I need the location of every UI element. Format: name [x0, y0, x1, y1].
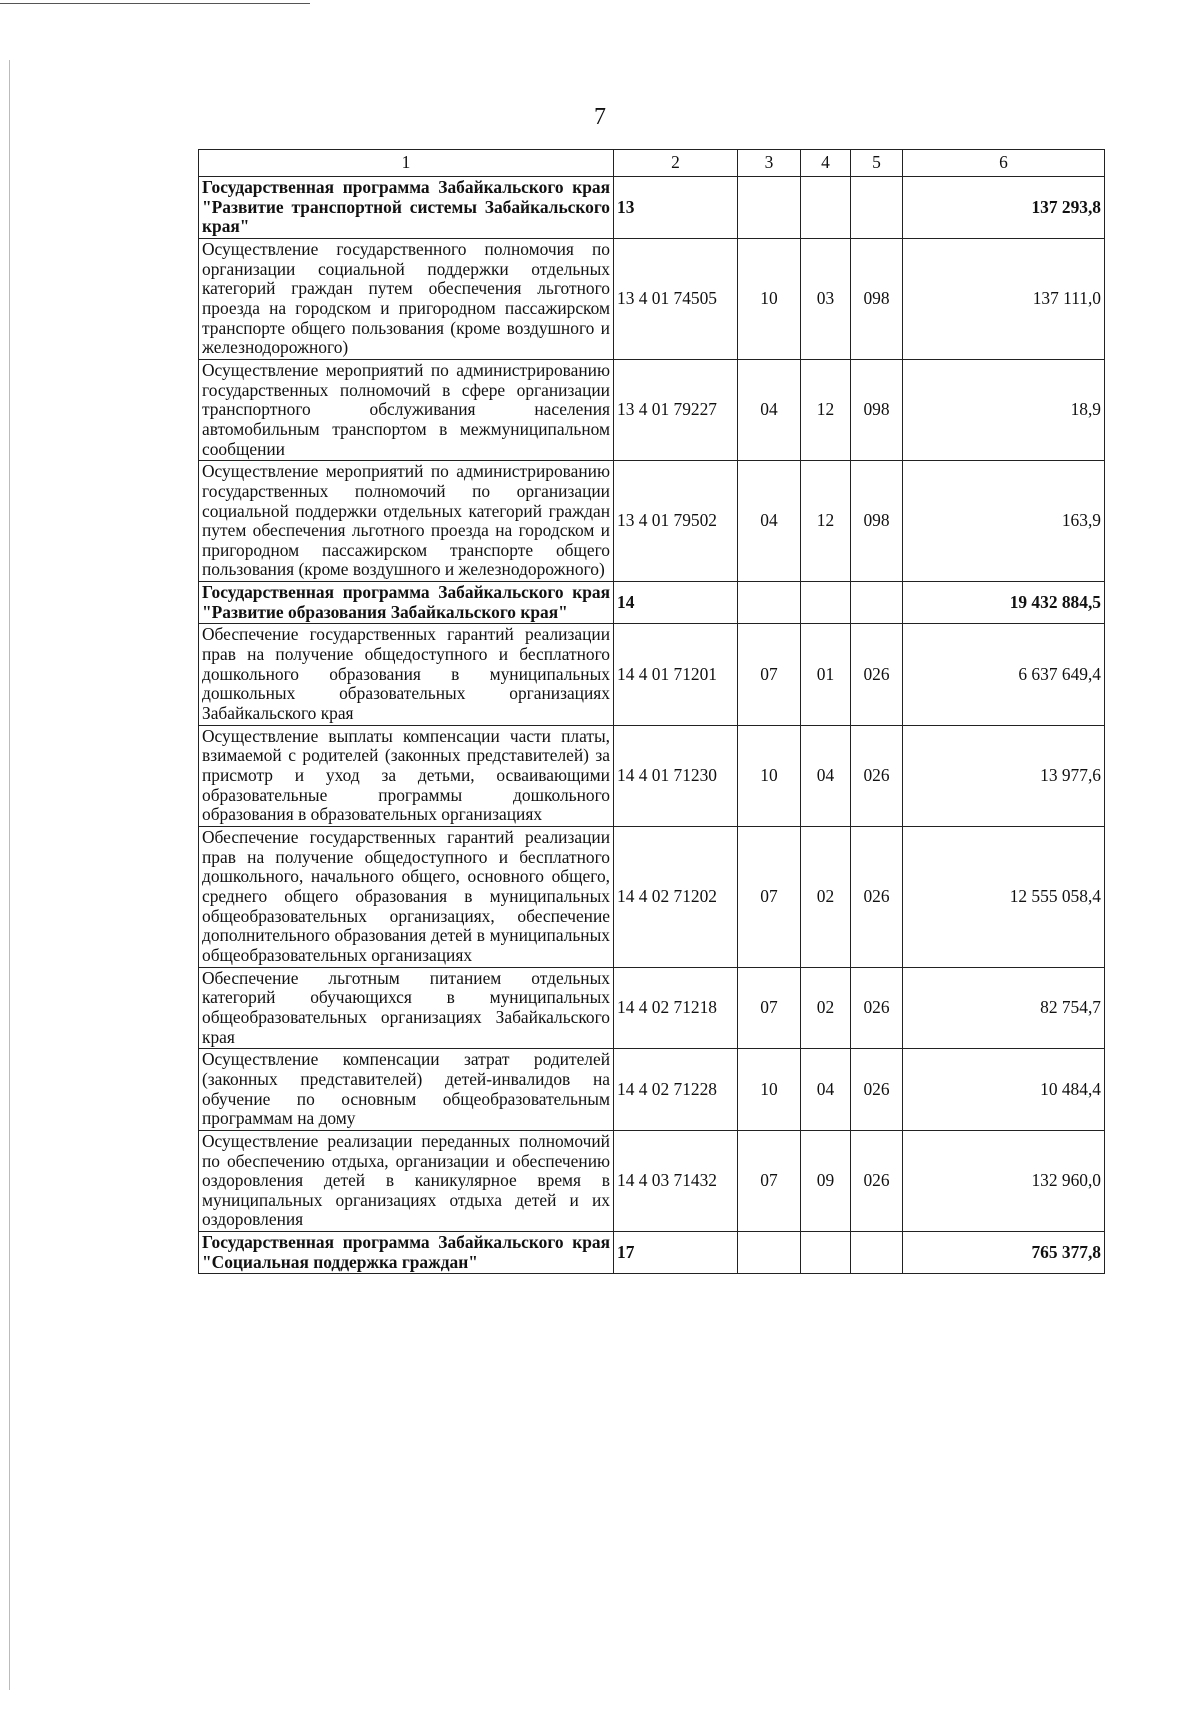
- row-col5-cell: [851, 582, 903, 624]
- table-row: [199, 359, 1105, 460]
- program-row: [199, 177, 1105, 239]
- row-col4-cell: 02: [801, 827, 851, 968]
- row-col4-cell: 02: [801, 967, 851, 1049]
- row-col4-cell: [801, 1232, 851, 1274]
- row-amount-cell: 132 960,0: [903, 1130, 1105, 1231]
- table-row: [199, 624, 1105, 725]
- row-col5-cell: 098: [851, 359, 903, 460]
- table-row: [199, 1130, 1105, 1231]
- row-col5-cell: 098: [851, 461, 903, 582]
- column-header-4: 4: [801, 150, 851, 177]
- row-amount-cell: 82 754,7: [903, 967, 1105, 1049]
- column-header-1: 1: [199, 150, 614, 177]
- row-amount-cell: 18,9: [903, 359, 1105, 460]
- row-col4-cell: 01: [801, 624, 851, 725]
- row-col5-cell: 026: [851, 1130, 903, 1231]
- row-col3-cell: [738, 582, 801, 624]
- scan-artifact-left-edge: [9, 60, 10, 1690]
- table-row: [199, 967, 1105, 1049]
- row-col5-cell: 026: [851, 967, 903, 1049]
- row-name-cell: Осуществление мероприятий по администрированию государственных полномочий в сфере организации транспортного обслуживания населения автомобильным транспортом в межмуниципальном сообщении: [199, 359, 614, 460]
- row-code-cell: 13 4 01 79227: [614, 359, 738, 460]
- row-code-cell: 13 4 01 79502: [614, 461, 738, 582]
- row-col4-cell: 09: [801, 1130, 851, 1231]
- row-col3-cell: [738, 177, 801, 239]
- table-row: [199, 461, 1105, 582]
- row-col3-cell: 04: [738, 359, 801, 460]
- row-amount-cell: 137 111,0: [903, 238, 1105, 359]
- column-header-6: 6: [903, 150, 1105, 177]
- row-col5-cell: 026: [851, 1049, 903, 1131]
- row-col5-cell: 026: [851, 827, 903, 968]
- row-col3-cell: 07: [738, 827, 801, 968]
- row-col3-cell: 10: [738, 725, 801, 826]
- row-col4-cell: 12: [801, 461, 851, 582]
- column-header-3: 3: [738, 150, 801, 177]
- row-col3-cell: 07: [738, 1130, 801, 1231]
- row-col5-cell: 026: [851, 725, 903, 826]
- row-code-cell: 14 4 02 71218: [614, 967, 738, 1049]
- column-header-2: 2: [614, 150, 738, 177]
- row-name-cell: Обеспечение льготным питанием отдельных категорий обучающихся в муниципальных общеобразовательных организациях Забайкальского края: [199, 967, 614, 1049]
- row-name-cell: Осуществление компенсации затрат родителей (законных представителей) детей-инвалидов на обучение по основным общеобразовательным программам на дому: [199, 1049, 614, 1131]
- table-header: [199, 150, 1105, 177]
- row-name-cell: Осуществление реализации переданных полномочий по обеспечению отдыха, организации и обеспечению оздоровления детей в каникулярное время в муниципальных организациях отдыха детей и их оздоровления: [199, 1130, 614, 1231]
- row-col4-cell: [801, 177, 851, 239]
- column-header-5: 5: [851, 150, 903, 177]
- row-name-cell: Государственная программа Забайкальского края "Развитие образования Забайкальского края": [199, 582, 614, 624]
- row-col3-cell: 04: [738, 461, 801, 582]
- table-row: [199, 827, 1105, 968]
- row-amount-cell: 13 977,6: [903, 725, 1105, 826]
- row-amount-cell: 163,9: [903, 461, 1105, 582]
- row-code-cell: 14 4 01 71230: [614, 725, 738, 826]
- row-col4-cell: 04: [801, 725, 851, 826]
- row-amount-cell: 12 555 058,4: [903, 827, 1105, 968]
- row-amount-cell: 137 293,8: [903, 177, 1105, 239]
- row-code-cell: 14: [614, 582, 738, 624]
- row-code-cell: 14 4 03 71432: [614, 1130, 738, 1231]
- row-name-cell: Обеспечение государственных гарантий реализации прав на получение общедоступного и бесплатного дошкольного образования в муниципальных дошкольных образовательных организациях Забайкальского края: [199, 624, 614, 725]
- row-name-cell: Обеспечение государственных гарантий реализации прав на получение общедоступного и бесплатного дошкольного, начального общего, основного общего, среднего общего образования в муниципальных общеобразовательных организациях, обеспечение дополнительного образования детей в муниципальных общеобразовательных организациях: [199, 827, 614, 968]
- scan-artifact-top-line: [0, 3, 310, 4]
- row-amount-cell: 19 432 884,5: [903, 582, 1105, 624]
- budget-table: [198, 149, 1105, 1274]
- row-amount-cell: 6 637 649,4: [903, 624, 1105, 725]
- table-row: [199, 725, 1105, 826]
- row-name-cell: Государственная программа Забайкальского края "Развитие транспортной системы Забайкальского края": [199, 177, 614, 239]
- row-col3-cell: 07: [738, 967, 801, 1049]
- page-number: 7: [594, 104, 606, 130]
- row-name-cell: Осуществление выплаты компенсации части платы, взимаемой с родителей (законных представителей) за присмотр и уход за детьми, осваивающими образовательные программы дошкольного образования в образовательных организациях: [199, 725, 614, 826]
- program-row: [199, 1232, 1105, 1274]
- row-name-cell: Осуществление мероприятий по администрированию государственных полномочий по организации социальной поддержки отдельных категорий граждан путем обеспечения льготного проезда на городском и пригородном пассажирском транспорте общего пользования (кроме воздушного и железнодорожного): [199, 461, 614, 582]
- table-row: [199, 1049, 1105, 1131]
- row-code-cell: 14 4 01 71201: [614, 624, 738, 725]
- row-code-cell: 14 4 02 71202: [614, 827, 738, 968]
- row-col3-cell: 07: [738, 624, 801, 725]
- row-code-cell: 13: [614, 177, 738, 239]
- row-col4-cell: 03: [801, 238, 851, 359]
- row-code-cell: 14 4 02 71228: [614, 1049, 738, 1131]
- row-code-cell: 13 4 01 74505: [614, 238, 738, 359]
- row-name-cell: Государственная программа Забайкальского края "Социальная поддержка граждан": [199, 1232, 614, 1274]
- row-col3-cell: [738, 1232, 801, 1274]
- row-col4-cell: [801, 582, 851, 624]
- row-col4-cell: 12: [801, 359, 851, 460]
- row-amount-cell: 10 484,4: [903, 1049, 1105, 1131]
- row-col3-cell: 10: [738, 1049, 801, 1131]
- row-col3-cell: 10: [738, 238, 801, 359]
- table-row: [199, 238, 1105, 359]
- row-col5-cell: 098: [851, 238, 903, 359]
- row-col5-cell: 026: [851, 624, 903, 725]
- row-amount-cell: 765 377,8: [903, 1232, 1105, 1274]
- table-body: [199, 177, 1105, 1274]
- row-code-cell: 17: [614, 1232, 738, 1274]
- row-col5-cell: [851, 177, 903, 239]
- row-col4-cell: 04: [801, 1049, 851, 1131]
- program-row: [199, 582, 1105, 624]
- header-row: [199, 150, 1105, 177]
- row-name-cell: Осуществление государственного полномочия по организации социальной поддержки отдельных категорий граждан путем обеспечения льготного проезда на городском и пригородном пассажирском транспорте общего пользования (кроме воздушного и железнодорожного): [199, 238, 614, 359]
- row-col5-cell: [851, 1232, 903, 1274]
